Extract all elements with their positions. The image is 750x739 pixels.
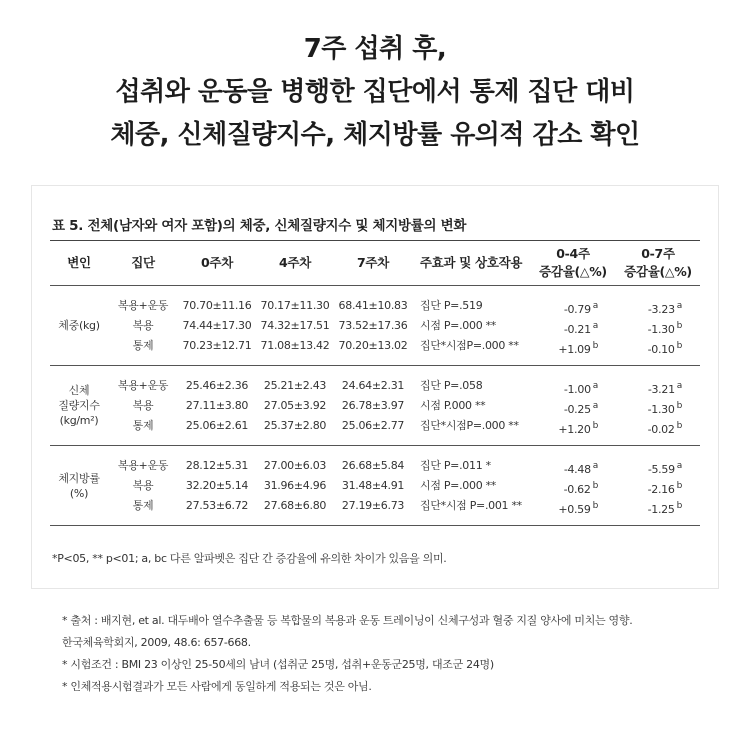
change-value: +1.20 $^b$ bbox=[558, 421, 598, 436]
week0-cell bbox=[178, 366, 256, 446]
value: 26.78±3.97 bbox=[341, 399, 405, 412]
change-value: -1.00 $^a$ bbox=[563, 381, 598, 396]
variable-name bbox=[50, 446, 108, 526]
group-label: 복용+운동 bbox=[117, 459, 169, 472]
group-cell bbox=[108, 286, 178, 366]
table-card bbox=[31, 185, 719, 589]
change-0-7-cell bbox=[616, 366, 700, 446]
change-value: -0.62 $^b$ bbox=[563, 481, 598, 496]
change-0-4-cell bbox=[530, 286, 616, 366]
group-label: 통제 bbox=[132, 339, 154, 352]
variable-name-line: 체지방률 bbox=[58, 471, 100, 485]
value: 31.96±4.96 bbox=[263, 479, 327, 492]
headline-line: 7주 섭취 후, bbox=[303, 34, 447, 64]
change-value: -0.21 $^a$ bbox=[563, 321, 598, 336]
value: 27.00±6.03 bbox=[263, 459, 327, 472]
variable-name bbox=[50, 286, 108, 366]
change-0-7-cell bbox=[616, 286, 700, 366]
effect-cell bbox=[412, 446, 530, 526]
change-value: -5.59 $^a$ bbox=[647, 461, 682, 476]
value: 27.05±3.92 bbox=[263, 399, 327, 412]
notes bbox=[62, 610, 632, 698]
table-footnote: *P<05, ** p<01; a, bc 다른 알파벳은 집단 간 증감율에 유의한 차이가 있음을 의미. bbox=[52, 552, 447, 565]
value: 25.37±2.80 bbox=[263, 419, 327, 432]
headline-line: 체중, 신체질량지수, 체지방률 유의적 감소 확인 bbox=[110, 120, 640, 150]
effect-text: 시점 P=.000 ** bbox=[420, 319, 496, 332]
group-label: 복용+운동 bbox=[117, 299, 169, 312]
week7-cell bbox=[334, 446, 412, 526]
effect-text: 집단*시점 P=.001 ** bbox=[420, 499, 522, 512]
table-row bbox=[50, 446, 700, 526]
variable-name-line: (kg/m²) bbox=[59, 414, 99, 427]
value: 74.32±17.51 bbox=[260, 319, 330, 332]
value: 73.52±17.36 bbox=[338, 319, 408, 332]
note-disclaimer: * 인체적용시험결과가 모든 사람에게 동일하게 적용되는 것은 아님. bbox=[62, 680, 372, 693]
value: 25.21±2.43 bbox=[263, 379, 327, 392]
value: 32.20±5.14 bbox=[185, 479, 249, 492]
change-value: -0.25 $^a$ bbox=[563, 401, 598, 416]
change-value: -0.10 $^b$ bbox=[647, 341, 682, 356]
effect-text: 집단 P=.058 bbox=[420, 379, 483, 392]
table-header-row bbox=[50, 241, 700, 286]
header-week0: 0주차 bbox=[178, 241, 256, 286]
change-0-7-cell bbox=[616, 446, 700, 526]
change-value: -1.30 $^b$ bbox=[647, 401, 682, 416]
header-change-0-4-line2: 증감율(△%) bbox=[539, 264, 607, 279]
value: 25.46±2.36 bbox=[185, 379, 249, 392]
week0-cell bbox=[178, 446, 256, 526]
week7-cell bbox=[334, 366, 412, 446]
value: 70.70±11.16 bbox=[182, 299, 252, 312]
value: 71.08±13.42 bbox=[260, 339, 330, 352]
variable-name-line: 질량지수 bbox=[58, 399, 100, 412]
value: 24.64±2.31 bbox=[341, 379, 405, 392]
change-value: -4.48 $^a$ bbox=[563, 461, 598, 476]
value: 68.41±10.83 bbox=[338, 299, 408, 312]
week4-cell bbox=[256, 286, 334, 366]
results-table bbox=[50, 240, 700, 526]
header-week7: 7주차 bbox=[334, 241, 412, 286]
effect-cell bbox=[412, 286, 530, 366]
variable-name-line: 신체 bbox=[68, 384, 90, 397]
effect-text: 시점 P.000 ** bbox=[420, 399, 486, 412]
note-source: * 출처 : 배지현, et al. 대두배아 열수추출물 등 복합물의 복용과 운동 트레이닝이 신체구성과 혈중 지질 양사에 미치는 영향. bbox=[62, 614, 633, 627]
group-cell bbox=[108, 446, 178, 526]
week0-cell bbox=[178, 286, 256, 366]
value: 70.17±11.30 bbox=[260, 299, 330, 312]
note-source-cont: 한국체육학회지, 2009, 48.6: 657-668. bbox=[62, 636, 251, 649]
group-label: 통제 bbox=[132, 499, 154, 512]
value: 27.53±6.72 bbox=[185, 499, 249, 512]
value: 27.11±3.80 bbox=[185, 399, 249, 412]
effect-cell bbox=[412, 366, 530, 446]
value: 28.12±5.31 bbox=[185, 459, 249, 472]
header-week4: 4주차 bbox=[256, 241, 334, 286]
header-change-0-7 bbox=[616, 241, 700, 286]
header-var: 변인 bbox=[50, 241, 108, 286]
change-value: +1.09 $^b$ bbox=[558, 341, 598, 356]
value: 27.19±6.73 bbox=[341, 499, 405, 512]
value: 27.68±6.80 bbox=[263, 499, 327, 512]
header-change-0-7-line2: 증감율(△%) bbox=[624, 264, 692, 279]
effect-text: 시점 P=.000 ** bbox=[420, 479, 496, 492]
group-label: 복용 bbox=[132, 319, 154, 332]
change-value: -3.23 $^a$ bbox=[647, 301, 682, 316]
variable-name bbox=[50, 366, 108, 446]
change-value: -3.21 $^a$ bbox=[647, 381, 682, 396]
change-value: -0.02 $^b$ bbox=[647, 421, 682, 436]
header-change-0-4 bbox=[530, 241, 616, 286]
table-row bbox=[50, 366, 700, 446]
value: 31.48±4.91 bbox=[341, 479, 405, 492]
header-group: 집단 bbox=[108, 241, 178, 286]
value: 26.68±5.84 bbox=[341, 459, 405, 472]
headline-line: 섭취와 운동을 병행한 집단에서 통제 집단 대비 bbox=[115, 77, 635, 107]
week4-cell bbox=[256, 446, 334, 526]
header-effect: 주효과 및 상호작용 bbox=[412, 241, 530, 286]
value: 70.20±13.02 bbox=[338, 339, 408, 352]
header-change-0-7-line1: 0-7주 bbox=[641, 246, 675, 261]
value: 25.06±2.77 bbox=[341, 419, 405, 432]
change-value: -1.30 $^b$ bbox=[647, 321, 682, 336]
effect-text: 집단*시점P=.000 ** bbox=[420, 419, 519, 432]
group-label: 복용 bbox=[132, 399, 154, 412]
group-label: 복용 bbox=[132, 479, 154, 492]
value: 70.23±12.71 bbox=[182, 339, 252, 352]
variable-name-line: (%) bbox=[69, 486, 89, 500]
change-0-4-cell bbox=[530, 366, 616, 446]
group-cell bbox=[108, 366, 178, 446]
week7-cell bbox=[334, 286, 412, 366]
effect-text: 집단 P=.519 bbox=[420, 299, 483, 312]
change-0-4-cell bbox=[530, 446, 616, 526]
change-value: -0.79 $^a$ bbox=[563, 301, 598, 316]
variable-name-line: 체중(kg) bbox=[58, 319, 100, 332]
week4-cell bbox=[256, 366, 334, 446]
table-row bbox=[50, 286, 700, 366]
headline bbox=[0, 28, 750, 157]
change-value: -1.25 $^b$ bbox=[647, 501, 682, 516]
group-label: 복용+운동 bbox=[117, 379, 169, 392]
group-label: 통제 bbox=[132, 419, 154, 432]
effect-text: 집단 P=.011 * bbox=[420, 459, 491, 472]
header-change-0-4-line1: 0-4주 bbox=[556, 246, 590, 261]
change-value: -2.16 $^b$ bbox=[647, 481, 682, 496]
change-value: +0.59 $^b$ bbox=[558, 501, 598, 516]
value: 74.44±17.30 bbox=[182, 319, 252, 332]
table-title: 표 5. 전체(남자와 여자 포함)의 체중, 신체질량지수 및 체지방률의 변화 bbox=[52, 218, 467, 234]
value: 25.06±2.61 bbox=[185, 419, 249, 432]
note-conditions: * 시험조건 : BMI 23 이상인 25-50세의 남녀 (섭취군 25명, 섭취+운동군25명, 대조군 24명) bbox=[62, 658, 494, 671]
effect-text: 집단*시점P=.000 ** bbox=[420, 339, 519, 352]
